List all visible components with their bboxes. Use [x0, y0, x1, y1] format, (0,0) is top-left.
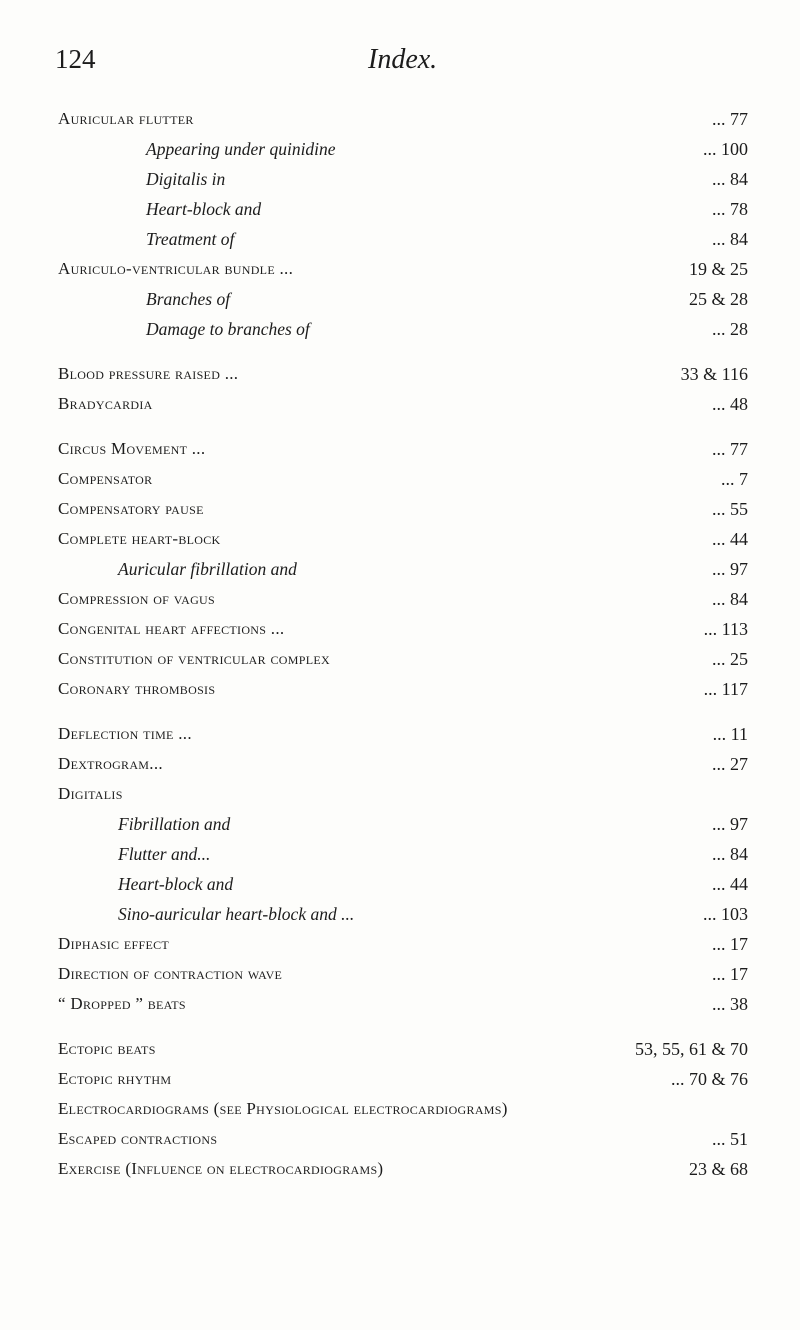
- index-subentry: [58, 164, 748, 194]
- page-reference: ... 44: [712, 874, 748, 894]
- index-term: Electrocardiograms (see Physiological electrocardiograms): [58, 1099, 508, 1118]
- index-entry: [58, 359, 748, 389]
- page-reference: ... 103: [703, 904, 748, 924]
- page-reference: ... 100: [703, 139, 748, 159]
- index-term: Diphasic effect: [58, 934, 170, 953]
- index-subentry: [58, 899, 748, 929]
- index-subentry: [58, 134, 748, 164]
- page-reference: ... 28: [712, 319, 748, 339]
- index-subentry: [58, 869, 748, 899]
- index-term: Dextrogram...: [58, 754, 163, 773]
- index-entry: [58, 719, 748, 749]
- index-entry: [58, 959, 748, 989]
- index-term: Damage to branches of: [146, 319, 310, 339]
- index-term: Sino-auricular heart-block and ...: [118, 904, 355, 924]
- page-reference: ... 84: [712, 589, 748, 609]
- index-term: Treatment of: [146, 229, 235, 249]
- page-reference: 19 & 25: [688, 259, 748, 279]
- index-term: Complete heart-block: [58, 529, 221, 548]
- index-term: Direction of contraction wave: [58, 964, 283, 983]
- page-reference: 25 & 28: [688, 289, 748, 309]
- index-subentry: [58, 284, 748, 314]
- page-title: Index.: [368, 44, 438, 75]
- index-entry: [58, 644, 748, 674]
- index-term: Blood pressure raised ...: [58, 364, 239, 383]
- index-term: Compensatory pause: [58, 499, 204, 518]
- page-reference: ... 55: [712, 499, 748, 519]
- index-entry: [58, 989, 748, 1019]
- index-term: Ectopic rhythm: [58, 1069, 172, 1088]
- index-term: “ Dropped ” beats: [58, 994, 186, 1013]
- index-subentry: [58, 554, 748, 584]
- index-subentry: [58, 809, 748, 839]
- index-entry: [58, 434, 748, 464]
- index-term: Auricular flutter: [58, 109, 194, 128]
- index-term: Digitalis: [58, 784, 123, 803]
- page-number: 124: [55, 44, 96, 74]
- index-term: Deflection time ...: [58, 724, 192, 743]
- index-term: Ectopic beats: [58, 1039, 156, 1058]
- index-term: Congenital heart affections ...: [58, 619, 285, 638]
- index-entry: [58, 779, 748, 809]
- page-reference: ... 77: [712, 439, 748, 459]
- section-gap: [58, 704, 748, 719]
- page-reference: ... 97: [712, 559, 748, 579]
- page-reference: ... 84: [712, 169, 748, 189]
- index-entry: [58, 584, 748, 614]
- index-term: Fibrillation and: [118, 814, 231, 834]
- page-reference: ... 11: [712, 724, 748, 744]
- index-term: Flutter and...: [118, 844, 211, 864]
- index-entry: [58, 524, 748, 554]
- index-list: [58, 104, 748, 1184]
- index-entry: [58, 614, 748, 644]
- index-subentry: [58, 839, 748, 869]
- index-subentry: [58, 224, 748, 254]
- section-gap: [58, 419, 748, 434]
- page-reference: ... 113: [703, 619, 748, 639]
- page-reference: ... 84: [712, 229, 748, 249]
- index-entry: [58, 494, 748, 524]
- index-term: Heart-block and: [146, 199, 262, 219]
- index-term: Appearing under quinidine: [146, 139, 336, 159]
- index-entry: [58, 1124, 748, 1154]
- page-reference: ... 51: [712, 1129, 748, 1149]
- index-entry: [58, 464, 748, 494]
- page-reference: ... 77: [712, 109, 748, 129]
- page-reference: ... 70 & 76: [670, 1069, 748, 1089]
- index-term: Escaped contractions: [58, 1129, 218, 1148]
- index-term: Exercise (Influence on electrocardiograms): [58, 1159, 384, 1178]
- index-entry: [58, 929, 748, 959]
- page-reference: ... 17: [712, 964, 748, 984]
- index-entry: [58, 104, 748, 134]
- page-reference: ... 27: [712, 754, 748, 774]
- page-reference: 33 & 116: [680, 364, 748, 384]
- index-entry: [58, 389, 748, 419]
- index-entry: [58, 674, 748, 704]
- index-term: Circus Movement ...: [58, 439, 206, 458]
- index-term: Heart-block and: [118, 874, 234, 894]
- page-reference: ... 78: [712, 199, 748, 219]
- page-reference: ... 25: [712, 649, 748, 669]
- page-reference: ... 117: [703, 679, 748, 699]
- page-reference: ... 44: [712, 529, 748, 549]
- index-entry: [58, 1064, 748, 1094]
- index-term: Bradycardia: [58, 394, 153, 413]
- index-term: Auricular fibrillation and: [118, 559, 297, 579]
- index-entry: [58, 749, 748, 779]
- page-reference: 23 & 68: [688, 1159, 748, 1179]
- page-reference: ... 38: [712, 994, 748, 1014]
- section-gap: [58, 344, 748, 359]
- index-term: Constitution of ventricular complex: [58, 649, 330, 668]
- index-term: Compensator: [58, 469, 153, 488]
- index-term: Coronary thrombosis: [58, 679, 216, 698]
- index-term: Auriculo-ventricular bundle ...: [58, 259, 294, 278]
- page-reference: ... 17: [712, 934, 748, 954]
- page-header: [0, 44, 800, 84]
- index-subentry: [58, 314, 748, 344]
- index-entry: [58, 254, 748, 284]
- index-term: Digitalis in: [146, 169, 226, 189]
- section-gap: [58, 1019, 748, 1034]
- index-entry: [58, 1094, 748, 1124]
- index-entry: [58, 1034, 748, 1064]
- index-term: Branches of: [146, 289, 231, 309]
- page-reference: 53, 55, 61 & 70: [634, 1039, 748, 1059]
- index-subentry: [58, 194, 748, 224]
- index-term: Compression of vagus: [58, 589, 215, 608]
- page-reference: ... 48: [712, 394, 748, 414]
- page-reference: ... 84: [712, 844, 748, 864]
- page-reference: ... 7: [721, 469, 748, 489]
- index-entry: [58, 1154, 748, 1184]
- page-reference: ... 97: [712, 814, 748, 834]
